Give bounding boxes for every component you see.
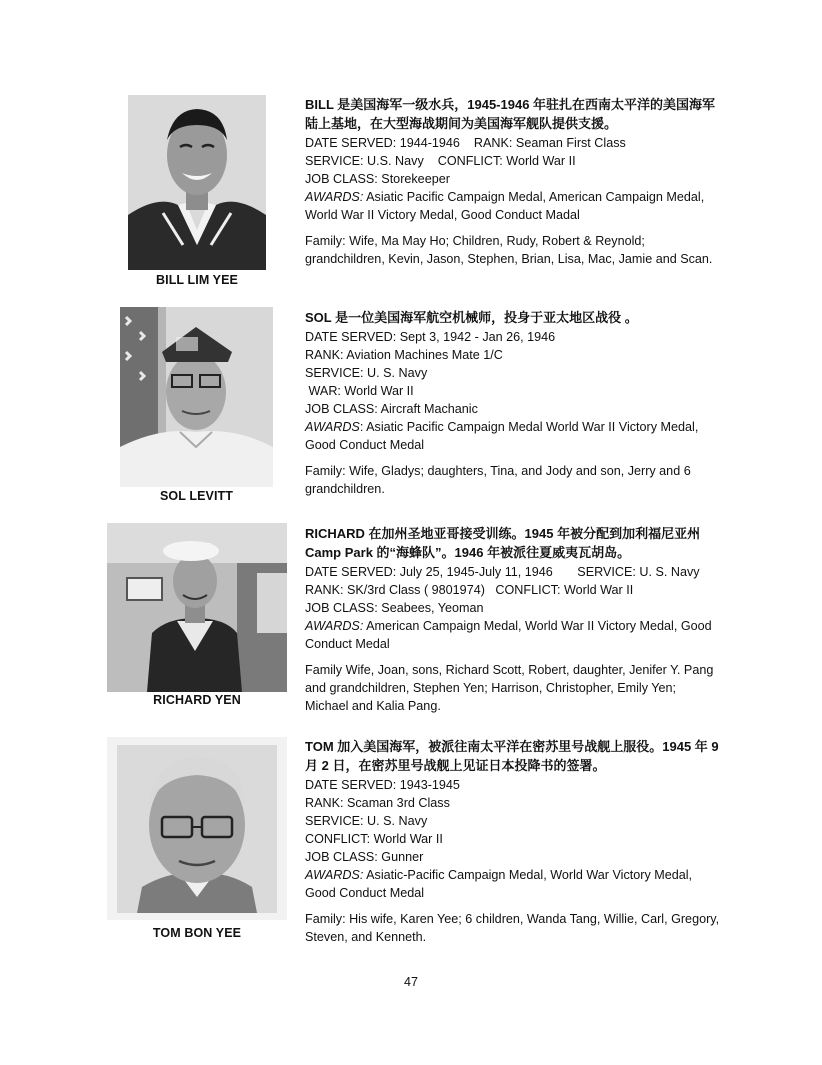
entry-text xyxy=(305,308,720,498)
detail-line: DATE SERVED: Sept 3, 1942 - Jan 26, 1946 xyxy=(305,330,556,344)
photo-caption: BILL LIM YEE xyxy=(156,273,238,287)
page-number: 47 xyxy=(404,975,418,989)
family-text: Family: Wife, Ma May Ho; Children, Rudy, Robert & Reynold; grandchildren, Kevin, Jason, Stephen, Brian, Lisa, Mac, Jamie and Scan. xyxy=(305,234,713,266)
photo-caption: TOM BON YEE xyxy=(152,926,242,940)
photo-caption: SOL LEVITT xyxy=(160,489,233,503)
detail-line: DATE SERVED: 1943-1945 xyxy=(305,778,460,792)
detail-line: JOB CLASS: Gunner xyxy=(305,850,424,864)
entry-headline: BILL 是美国海军一级水兵，1945-1946 年驻扎在西南太平洋的美国海军陆上基地，在大型海战期间为美国海军舰队提供支援。 xyxy=(305,97,716,131)
entry-text xyxy=(305,95,720,268)
awards-label: AWARDS xyxy=(305,420,360,434)
awards-text: Asiatic-Pacific Campaign Medal, World War Victory Medal, Good Conduct Medal xyxy=(305,868,693,900)
family-text: Family: Wife, Gladys; daughters, Tina, and Jody and son, Jerry and 6 grandchildren. xyxy=(305,464,691,496)
detail-line: RANK: Aviation Machines Mate 1/C xyxy=(305,348,503,362)
awards-text: : Asiatic Pacific Campaign Medal World War II Victory Medal, Good Conduct Medal xyxy=(305,420,699,452)
entry-headline: TOM 加入美国海军，被派往南太平洋在密苏里号战舰上服役。1945 年 9 月 2 日，在密苏里号战舰上见证日本投降书的签署。 xyxy=(305,739,719,773)
detail-line: RANK: Scaman 3rd Class xyxy=(305,796,450,810)
awards-line xyxy=(305,866,725,902)
awards-line xyxy=(305,418,720,454)
detail-line: DATE SERVED: 1944-1946 RANK: Seaman First Class xyxy=(305,136,626,150)
awards-text: American Campaign Medal, World War II Victory Medal, Good Conduct Medal xyxy=(305,619,712,651)
entry-text xyxy=(305,737,725,946)
entry-headline: SOL 是一位美国海军航空机械师，投身于亚太地区战役 。 xyxy=(305,310,638,325)
detail-line: JOB CLASS: Aircraft Machanic xyxy=(305,402,478,416)
detail-line: CONFLICT: World War II xyxy=(305,832,443,846)
family-text: Family Wife, Joan, sons, Richard Scott, Robert, daughter, Jenifer Y. Pang and grandchildren, Stephen Yen; Harrison, Christopher, Emily Yen; Michael and Kalia Pang. xyxy=(305,663,714,713)
awards-line xyxy=(305,617,720,653)
detail-line: WAR: World War II xyxy=(305,384,414,398)
detail-line: SERVICE: U. S. Navy xyxy=(305,366,428,380)
family-text: Family: His wife, Karen Yee; 6 children, Wanda Tang, Willie, Carl, Gregory, Steven, and Kenneth. xyxy=(305,912,720,944)
entry-headline: RICHARD 在加州圣地亚哥接受训练。1945 年被分配到加利福尼亚州 Camp Park 的“海蜂队”。1946 年被派往夏威夷瓦胡岛。 xyxy=(305,526,701,560)
photo-caption: RICHARD YEN xyxy=(153,693,241,707)
portrait-photo xyxy=(120,307,273,487)
detail-line: SERVICE: U. S. Navy xyxy=(305,814,428,828)
detail-line: SERVICE: U.S. Navy CONFLICT: World War II xyxy=(305,154,576,168)
portrait-photo xyxy=(128,95,266,270)
awards-line xyxy=(305,188,720,224)
entry-text xyxy=(305,524,720,715)
detail-line: RANK: SK/3rd Class ( 9801974) CONFLICT: World War II xyxy=(305,583,634,597)
awards-label: AWARDS: xyxy=(305,619,364,633)
portrait-photo xyxy=(107,737,287,920)
awards-text: Asiatic Pacific Campaign Medal, American Campaign Medal, World War II Victory Medal, Good Conduct Madal xyxy=(305,190,705,222)
portrait-photo xyxy=(107,523,287,692)
detail-line: JOB CLASS: Seabees, Yeoman xyxy=(305,601,484,615)
detail-line: DATE SERVED: July 25, 1945-July 11, 1946 SERVICE: U. S. Navy xyxy=(305,565,700,579)
awards-label: AWARDS: xyxy=(305,190,364,204)
awards-label: AWARDS: xyxy=(305,868,364,882)
detail-line: JOB CLASS: Storekeeper xyxy=(305,172,450,186)
